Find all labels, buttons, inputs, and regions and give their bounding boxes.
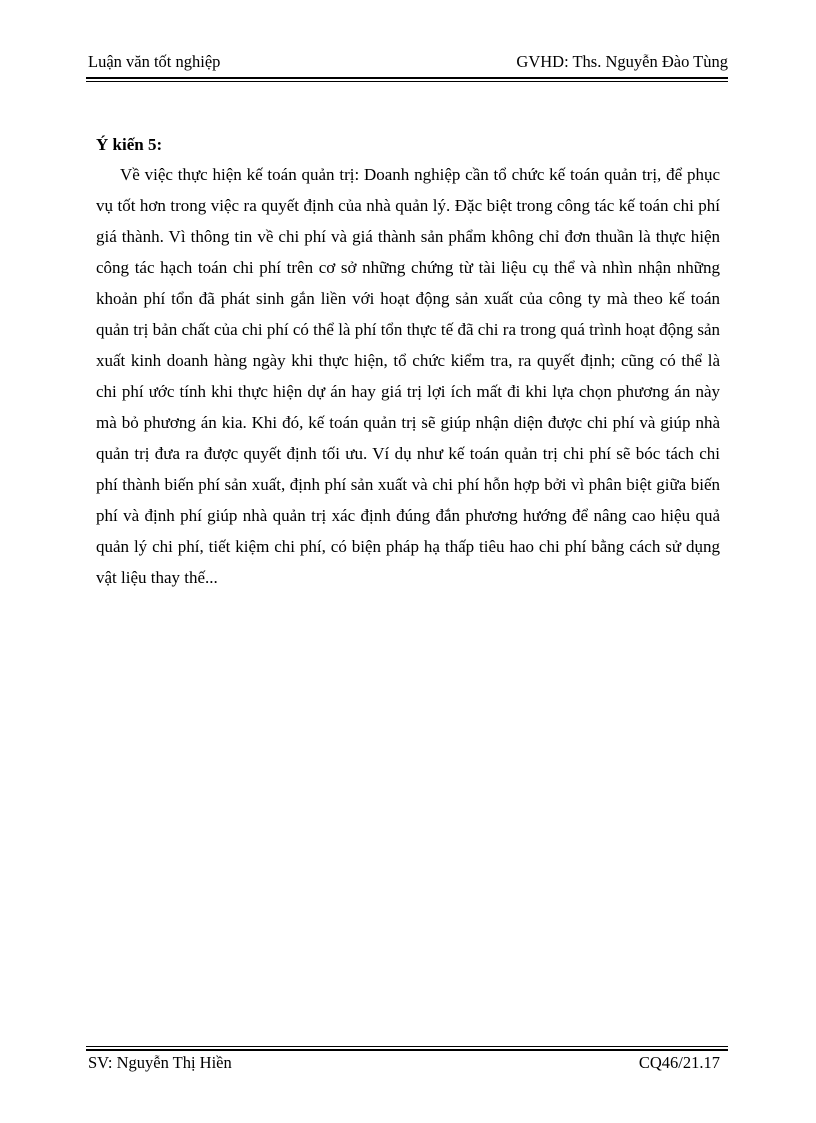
page-body [96, 133, 720, 593]
header-rule-thick [86, 77, 728, 79]
footer-student: SV: Nguyễn Thị Hiền [88, 1053, 232, 1072]
footer-class-code: CQ46/21.17 [638, 1053, 720, 1072]
footer-rule-thick [86, 1049, 728, 1051]
body-paragraph: Về việc thực hiện kế toán quản trị: Doanh nghiệp cần tổ chức kế toán quản trị, để phục vụ tốt hơn trong việc ra quyết định của nhà quản lý. Đặc biệt trong công tác kế toán chi phí giá thành. Vì thông tin về chi phí và giá thành sản phẩm không chỉ đơn thuần là thực hiện công tác hạch toán chi phí trên cơ sở những chứng từ tài liệu cụ thể và nhìn nhận những khoản phí tổn đã phát sinh gắn liền với hoạt động sản xuất của công ty mà theo kế toán quản trị bản chất của chi phí có thể là phí tổn thực tế đã chi ra trong quá trình hoạt động sản xuất kinh doanh hàng ngày khi thực hiện, tổ chức kiểm tra, ra quyết định; cũng có thể là chi phí ước tính khi thực hiện dự án hay giá trị lợi ích mất đi khi lựa chọn phương án này mà bỏ phương án kia. Khi đó, kế toán quản trị sẽ giúp nhận diện được chi phí và giúp nhà quản trị đưa ra được quyết định tối ưu. Ví dụ như kế toán quản trị chi phí sẽ bóc tách chi phí thành biến phí sản xuất, định phí sản xuất và chi phí hỗn hợp bởi vì phân biệt giữa biến phí và định phí giúp nhà quản trị xác định đúng đắn phương hướng để nâng cao hiệu quả quản lý chi phí, tiết kiệm chi phí, có biện pháp hạ thấp tiêu hao chi phí bằng cách sử dụng vật liệu thay thế... [96, 165, 720, 587]
section-heading: Ý kiến 5: [96, 135, 163, 154]
header-rule-thin [86, 81, 728, 82]
footer-rule-thin [86, 1046, 728, 1047]
page-footer [88, 1053, 720, 1075]
header-advisor: GVHD: Ths. Nguyễn Đào Tùng [516, 52, 728, 71]
header-thesis-label: Luận văn tốt nghiệp [88, 52, 221, 71]
page-header [88, 52, 728, 74]
